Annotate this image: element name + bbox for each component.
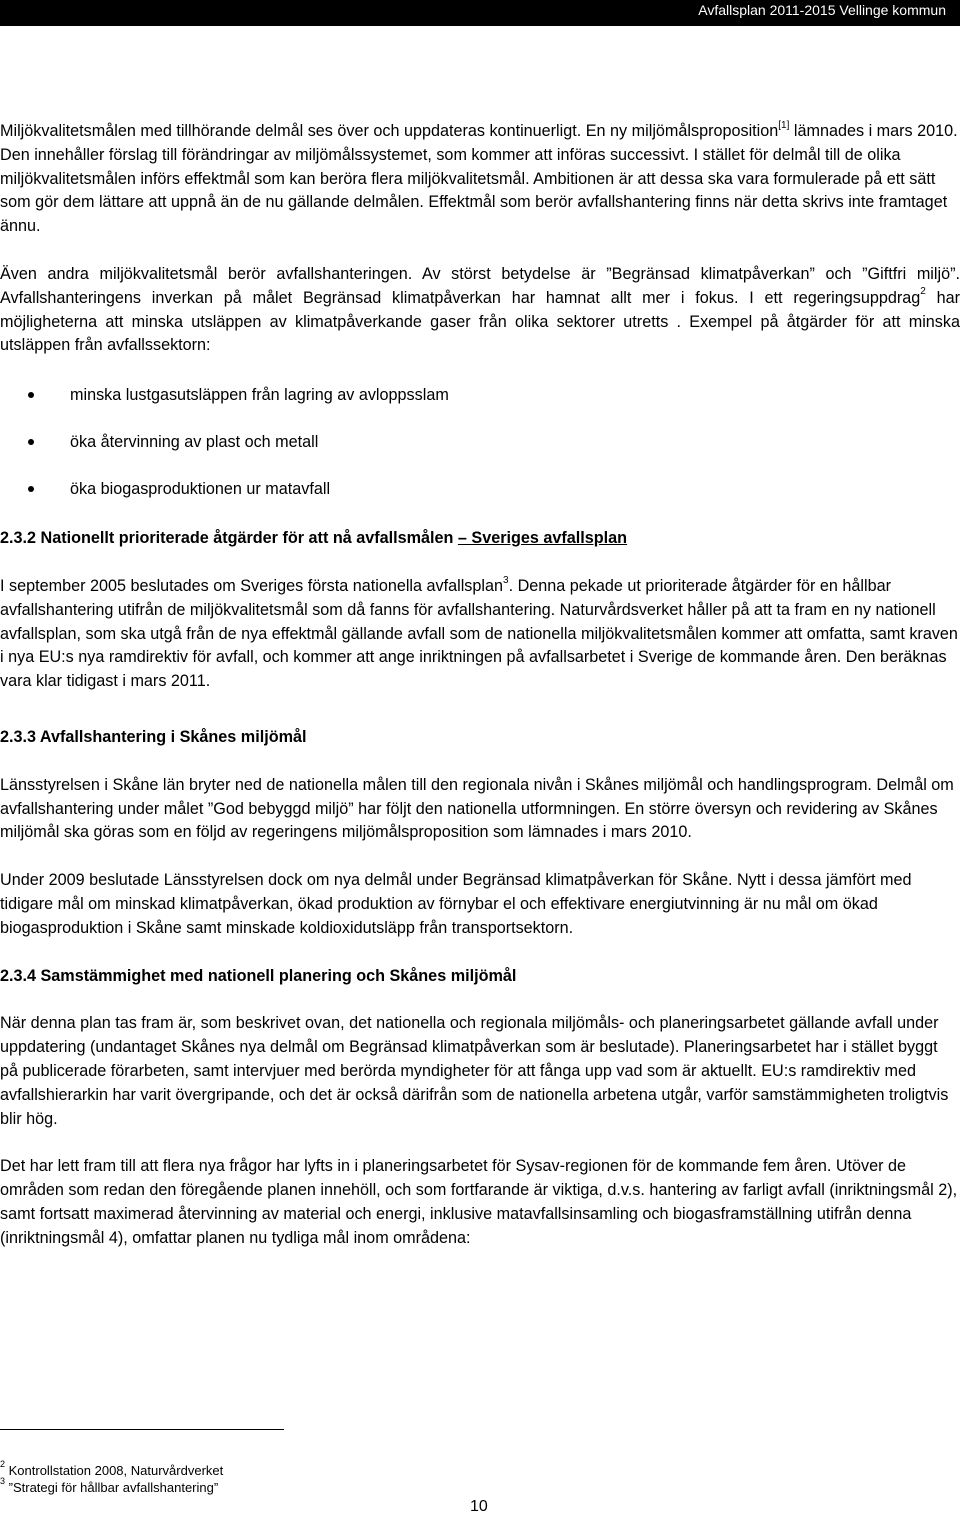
page-number: 10	[470, 1498, 488, 1515]
footnote-ref[interactable]: 3	[503, 574, 509, 586]
paragraph-miljomal-intro: Miljökvalitetsmålen med tillhörande delmål ses över och uppdateras kontinuerligt. En ny miljömålsproposition[1] lämnades i mars 2010. Den innehåller förslag till förändringar av miljömålssystemet, som kommer att införas successivt. I stället för delmål till de olika miljökvalitetsmålen införs effektmål som kan beröra flera miljökvalitetsmål. Ambitionen är att dessa ska vara formulerade på ett sätt som gör dem lättare att uppnå än de nu gällande delmålen. Effektmål som berör avfallshantering finns när detta skrivs inte framtaget ännu.	[0, 119, 958, 236]
list-item: öka biogasproduktionen ur matavfall	[0, 478, 960, 525]
list-item: minska lustgasutsläppen från lagring av avloppsslam	[0, 384, 960, 431]
paragraph-andra-miljomal: Även andra miljökvalitetsmål berör avfallshanteringen. Av störst betydelse är ”Begränsad klimatpåverkan” och ”Giftfri miljö”. Avfallshanteringens inverkan på målet Begränsad klimatpåverkan har hamnat allt mer i fokus. I ett regeringsuppdrag$^2$ har möjligheterna att minska utsläppen av klimatpåverkande gaser från olika sektorer utretts . Exempel på åtgärder för att minska utsläppen från avfallssektorn:	[0, 264, 960, 355]
document-body	[0, 120, 960, 1251]
paragraph-nya-fragor: Det har lett fram till att flera nya frågor har lyfts in i planeringsarbetet för Sysav-regionen för de kommande fem åren. Utöver de områden som redan den föregående planen innehöll, och som fortfarande är viktiga, d.v.s. hantering av farligt avfall (inriktningsmål 2), samt fortsatt maximerad återvinning av material och energi, inklusive matavfallsinsamling och biogasframställning utifrån denna (inriktningsmål 4), omfattar planen nu tydliga mål inom områdena:	[0, 1157, 958, 1247]
paragraph-delmal-2009: Under 2009 beslutade Länsstyrelsen dock om nya delmål under Begränsad klimatpåverkan för Skåne. Nytt i dessa jämfört med tidigare mål om minskad klimatpåverkan, ökad produktion av förnybar el och effektivare energiutvinning är nu mål om ökad biogasproduktion i Skåne samt minskade koldioxidutsläpp från transportsektorn.	[0, 871, 912, 937]
footnote-separator	[0, 1429, 284, 1430]
bullet-icon	[28, 439, 34, 445]
footnotes	[0, 1458, 224, 1496]
paragraph-nationell-avfallsplan: I september 2005 beslutades om Sveriges första nationella avfallsplan$^3$. Denna pekade ut prioriterade åtgärder för en hållbar avfallshantering utifrån de miljökvalitetsmål som då fanns för avfallshantering. Naturvårdsverket håller på att ta fram en ny nationell avfallsplan, som ska utgå från de nya effektmål gällande avfall som de nationella miljökvalitetsmålen kommer att omfatta, samt kraven i nya EU:s nya ramdirektiv för avfall, och kommer att ange inriktningen på avfallsarbetet i Sverige de kommande åren. Den beräknas vara klar tidigast i mars 2011.	[0, 574, 958, 691]
paragraph-samstammighet: När denna plan tas fram är, som beskrivet ovan, det nationella och regionala miljömåls- och planeringsarbetet gällande avfall under uppdatering (undantaget Skånes nya delmål om Begränsad klimatpåverkan som är beslutade). Planeringsarbetet har i stället byggt på publicerade förarbeten, samt intervjuer med berörda myndigheter för att fånga upp vad som är aktuellt. EU:s ramdirektiv med avfallshierarkin har varit övergripande, och det är också därifrån som de nationella arbetena utgår, varför samstämmigheten troligtvis blir hög.	[0, 1014, 949, 1128]
list-item: öka återvinning av plast och metall	[0, 431, 960, 478]
section-heading-2-3-3: 2.3.3 Avfallshantering i Skånes miljömål	[0, 727, 307, 746]
measures-list	[0, 384, 960, 525]
section-heading-2-3-2: 2.3.2 Nationellt prioriterade åtgärder för att nå avfallsmålen – Sveriges avfallsplan	[0, 529, 628, 548]
footnote-item: $^3$ ”Strategi för hållbar avfallshantering”	[0, 1475, 219, 1495]
footnote-ref[interactable]: [1]	[778, 119, 790, 131]
bullet-icon	[28, 392, 34, 398]
footnote-item: $^2$ Kontrollstation 2008, Naturvårdverket	[0, 1458, 224, 1478]
section-heading-2-3-4: 2.3.4 Samstämmighet med nationell planering och Skånes miljömål	[0, 966, 517, 985]
paragraph-skane-miljomal: Länsstyrelsen i Skåne län bryter ned de nationella målen till den regionala nivån i Skånes miljömål och handlingsprogram. Delmål om avfallshantering under målet ”God bebyggd miljö” har följt den nationella utformningen. En större översyn och revidering av Skånes miljömål ska göras som en följd av regeringens miljömålsproposition som lämnades i mars 2010.	[0, 775, 954, 842]
document-header	[0, 0, 960, 26]
header-title: Avfallsplan 2011-2015 Vellinge kommun	[698, 2, 946, 18]
bullet-icon	[28, 486, 34, 492]
footnote-ref[interactable]: 2	[920, 286, 926, 298]
